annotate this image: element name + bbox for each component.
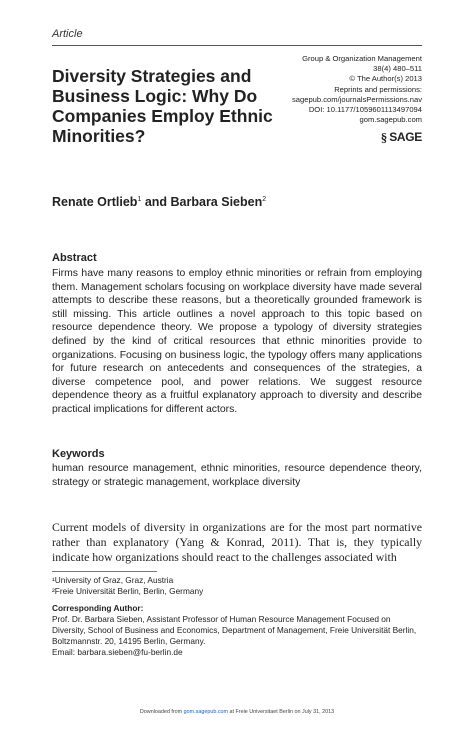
article-title: Diversity Strategies and Business Logic: Why Do Companies Employ Ethnic Minorities? — [52, 66, 273, 146]
footnotes — [52, 575, 422, 658]
reprints-label: Reprints and permissions: — [334, 84, 422, 94]
download-suffix: at Freie Universitaet Berlin on July 31, 2013 — [228, 709, 335, 715]
author-line — [52, 195, 266, 209]
footnote-rule — [52, 571, 157, 572]
abstract-text: Firms have many reasons to employ ethnic minorities or refrain from employing them. Management scholars focusing on workplace diversity have made several attempts to describe these reasons, but a theoretically grounded framework is still missing. This article outlines a novel approach to this topic based on resource dependence theory. We propose a typology of diversity strategies defined by the kind of critical resources that ethnic minorities provide to organizations. Focusing on business logic, the typology offers many applications for future research on antecedents and consequences of the strategies, a diverse competence pool, and power relations. We suggest resource dependence theory as a fruitful explanatory approach to diversity and describe practical implications for different actors. — [52, 268, 422, 415]
download-source-link[interactable]: gom.sagepub.com — [183, 709, 229, 715]
author-name: Renate Ortlieb — [52, 195, 138, 209]
corresponding-author-details: Prof. Dr. Barbara Sieben, Assistant Professor of Human Resource Management Focused on Diversity, School of Business and Economics, Department of Management, Freie Universität Berlin, Boltzmannstr. 20, 14195 Berlin, Germany. — [52, 614, 417, 646]
copyright: © The Author(s) 2013 — [349, 74, 422, 84]
keywords-text: human resource management, ethnic minorities, resource dependence theory, strategy or strategic management, workplace diversity — [52, 463, 422, 488]
body-paragraph: Current models of diversity in organizations are for the most part normative rather than explanatory (Yang & Konrad, 2011). That is, they typically indicate how organizations should react to the challenges associated with — [52, 520, 422, 564]
affiliation-2: ²Freie Universität Berlin, Berlin, Germany — [52, 586, 204, 596]
affiliation-marker: 1 — [137, 196, 142, 203]
keywords-heading: Keywords — [52, 448, 105, 460]
header-rule — [52, 45, 422, 46]
download-prefix: Downloaded from — [139, 709, 184, 715]
author-name: Barbara Sieben — [170, 195, 263, 209]
volume-pages: 38(4) 480–511 — [373, 64, 422, 74]
article-type-label: Article — [52, 28, 83, 40]
journal-url[interactable]: gom.sagepub.com — [359, 115, 422, 125]
publisher-name: SAGE — [389, 130, 422, 144]
author-conjunction: and — [141, 195, 171, 209]
corresponding-author-heading: Corresponding Author: — [52, 603, 144, 613]
abstract-heading: Abstract — [52, 252, 97, 264]
journal-metadata — [252, 54, 422, 125]
corresponding-author-email[interactable]: Email: barbara.sieben@fu-berlin.de — [52, 647, 183, 657]
affiliation-1: ¹University of Graz, Graz, Austria — [52, 575, 174, 585]
affiliation-marker: 2 — [262, 196, 267, 203]
download-notice — [0, 709, 474, 715]
publisher-logo — [381, 130, 422, 144]
journal-name: Group & Organization Management — [302, 54, 422, 63]
sage-swirl-icon: § — [380, 129, 388, 145]
permissions-link[interactable]: sagepub.com/journalsPermissions.nav — [291, 94, 422, 104]
doi[interactable]: DOI: 10.1177/1059601113497094 — [308, 105, 422, 115]
